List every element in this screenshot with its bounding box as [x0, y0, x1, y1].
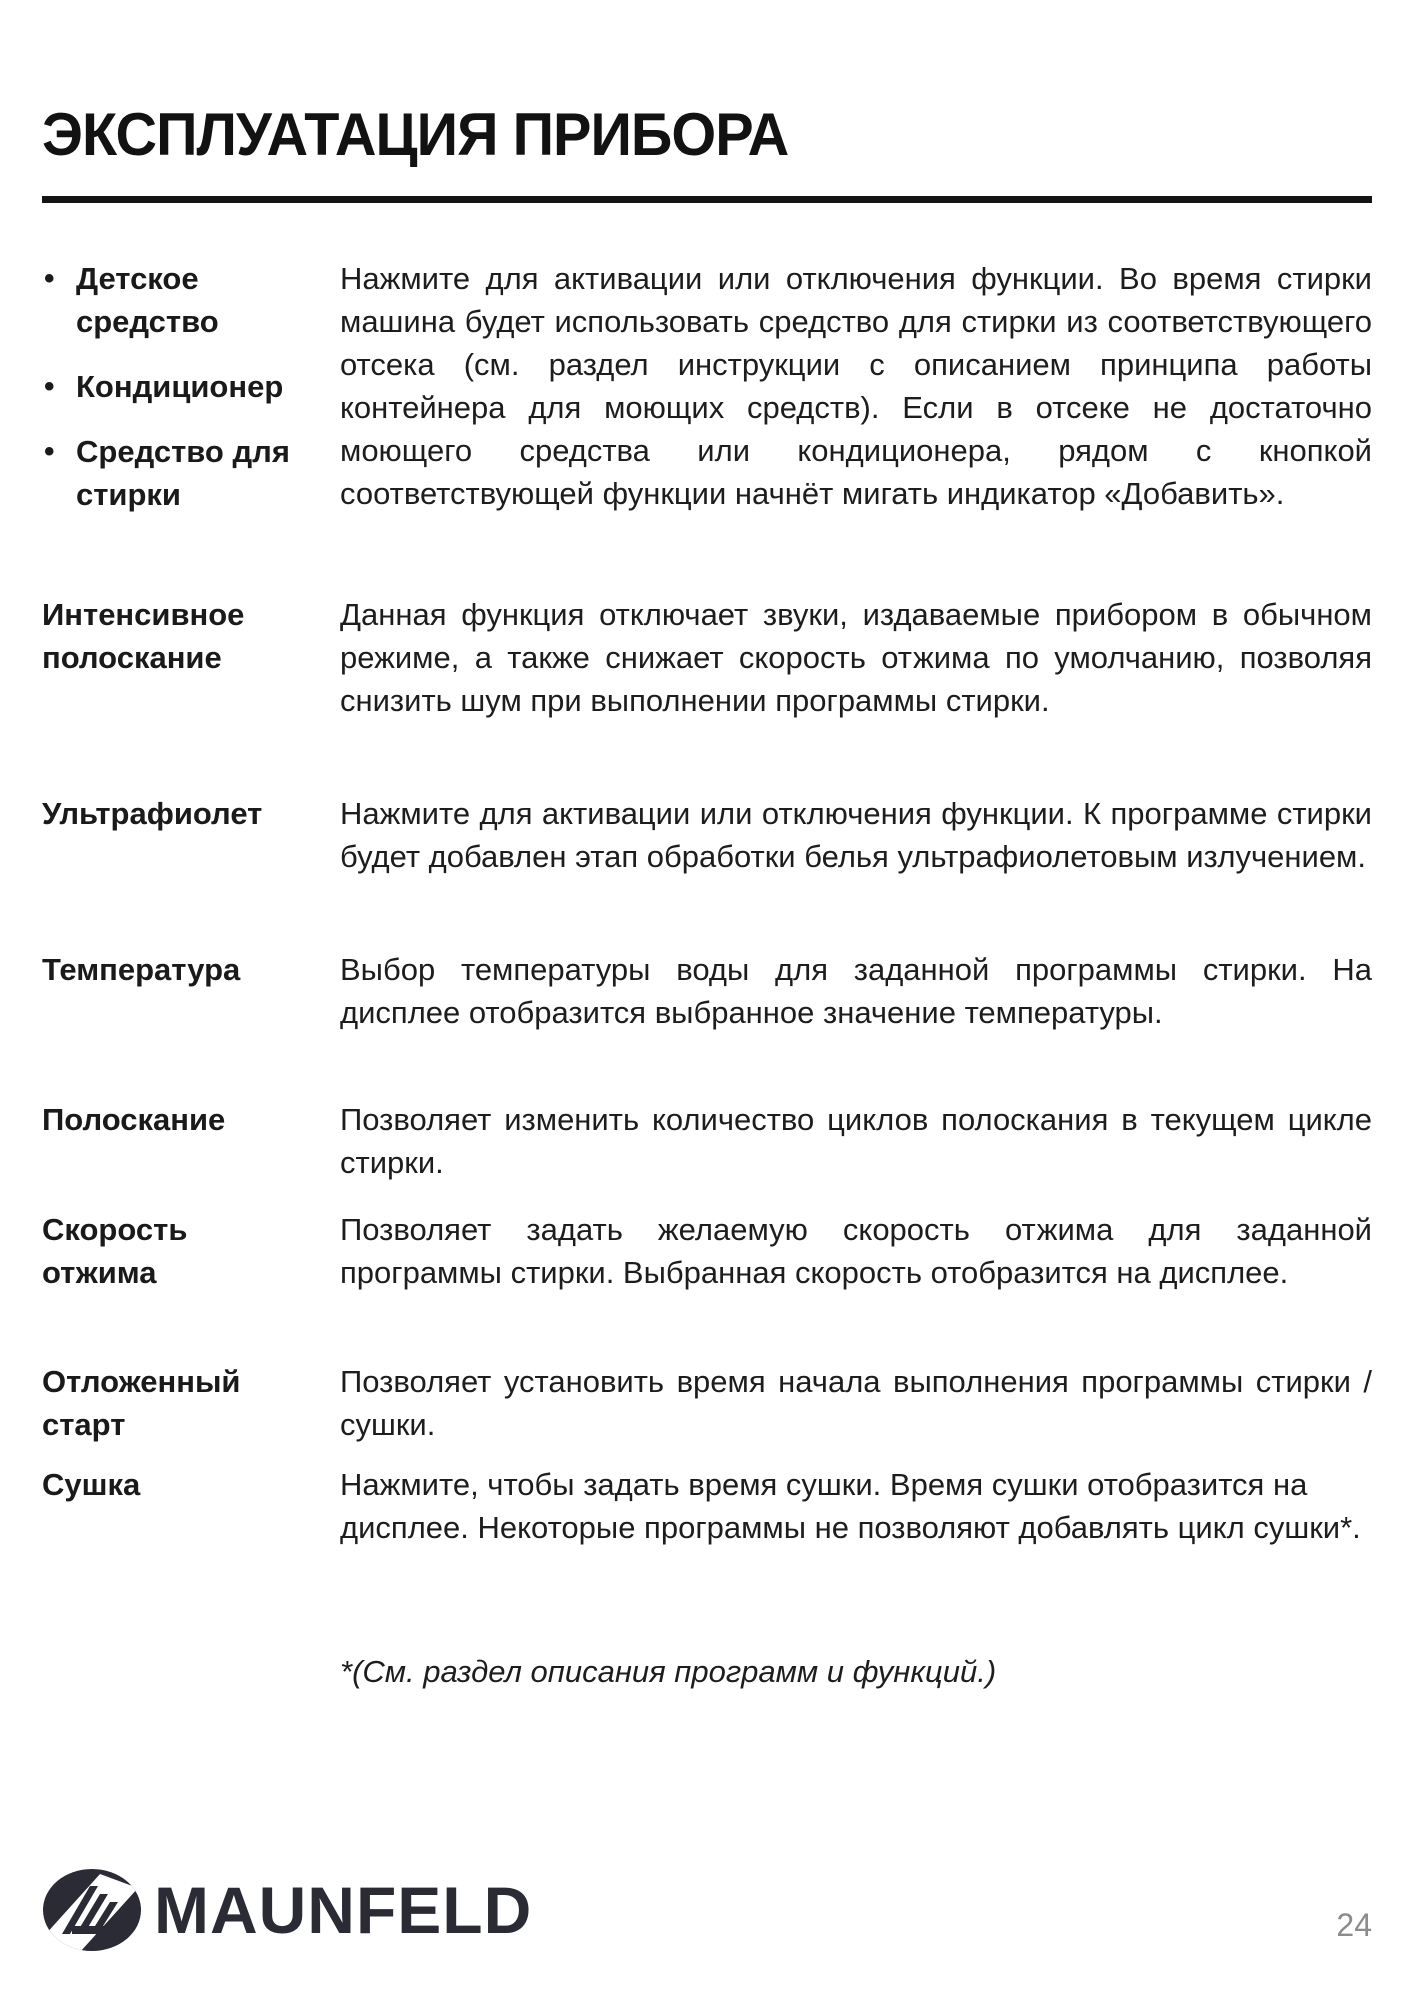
feature-description: Данная функция отключает звуки, издаваемые прибором в обычном режиме, а также снижает скорость отжима по умолчанию, позволяя снизить шум при выполнении программы стирки.	[340, 597, 1372, 718]
feature-description: Позволяет задать желаемую скорость отжима для заданной программы стирки. Выбранная скорость отобразится на дисплее.	[340, 1212, 1372, 1290]
feature-row-detergents	[42, 257, 1372, 593]
bullet-label: Средство для стирки	[76, 434, 290, 512]
term-label: Ультрафиолет	[42, 796, 263, 831]
term-label: Интенсивное полоскание	[42, 597, 245, 675]
bullet-item	[42, 257, 292, 343]
title-rule	[42, 196, 1372, 203]
brand-wordmark: MAUNFELD	[154, 1873, 533, 1947]
feature-description: Нажмите, чтобы задать время сушки. Время сушки отобразится на дисплее. Некоторые программы не позволяют добавлять цикл сушки*.	[340, 1467, 1361, 1545]
term-label: Температура	[42, 952, 241, 987]
term-label: Полоскание	[42, 1102, 226, 1137]
feature-row-rinse	[42, 1098, 1372, 1208]
feature-description: Позволяет установить время начала выполнения программы стирки / сушки.	[340, 1364, 1372, 1442]
feature-row-drying	[42, 1463, 1372, 1650]
term-label: Сушка	[42, 1467, 141, 1502]
bullet-label: Кондиционер	[76, 369, 284, 404]
feature-description: Нажмите для активации или отключения функции. К программе стирки будет добавлен этап обработки белья ультрафиолетовым излучением.	[340, 796, 1372, 874]
feature-row-delayed-start	[42, 1360, 1372, 1463]
feature-description: Выбор температуры воды для заданной программы стирки. На дисплее отобразится выбранное значение температуры.	[340, 952, 1372, 1030]
page-number: 24	[1336, 1906, 1372, 1943]
maunfeld-logo-icon	[42, 1868, 142, 1952]
feature-row-spin-speed	[42, 1208, 1372, 1360]
term-label: Отложенный старт	[42, 1364, 241, 1442]
bullet-label: Детское средство	[76, 261, 219, 339]
bullet-item	[42, 365, 292, 408]
page-title: ЭКСПЛУАТАЦИЯ ПРИБОРА	[42, 101, 789, 168]
feature-row-intensive-rinse	[42, 593, 1372, 792]
page-footer	[42, 1868, 1372, 1952]
bullet-dot-icon: •	[44, 435, 55, 468]
term-cell	[42, 257, 292, 516]
bullet-dot-icon: •	[44, 262, 55, 295]
term-label: Скорость отжима	[42, 1212, 188, 1290]
feature-description: Позволяет изменить количество циклов полоскания в текущем цикле стирки.	[340, 1102, 1372, 1180]
feature-table	[42, 257, 1372, 1693]
bullet-item	[42, 430, 292, 516]
feature-description: Нажмите для активации или отключения функции. Во время стирки машина будет использовать средство для стирки из соответствующего отсека (см. раздел инструкции с описанием принципа работы контейнера для моющих средств). Если в отсеке не достаточно моющего средства или кондиционера, рядом с кнопкой соответствующей функции начнёт мигать индикатор «Добавить».	[340, 261, 1372, 511]
feature-row-ultraviolet	[42, 792, 1372, 948]
bullet-list	[42, 257, 292, 516]
footnote: *(См. раздел описания программ и функций.)	[340, 1654, 997, 1689]
feature-row-temperature	[42, 948, 1372, 1098]
bullet-dot-icon: •	[44, 370, 55, 403]
